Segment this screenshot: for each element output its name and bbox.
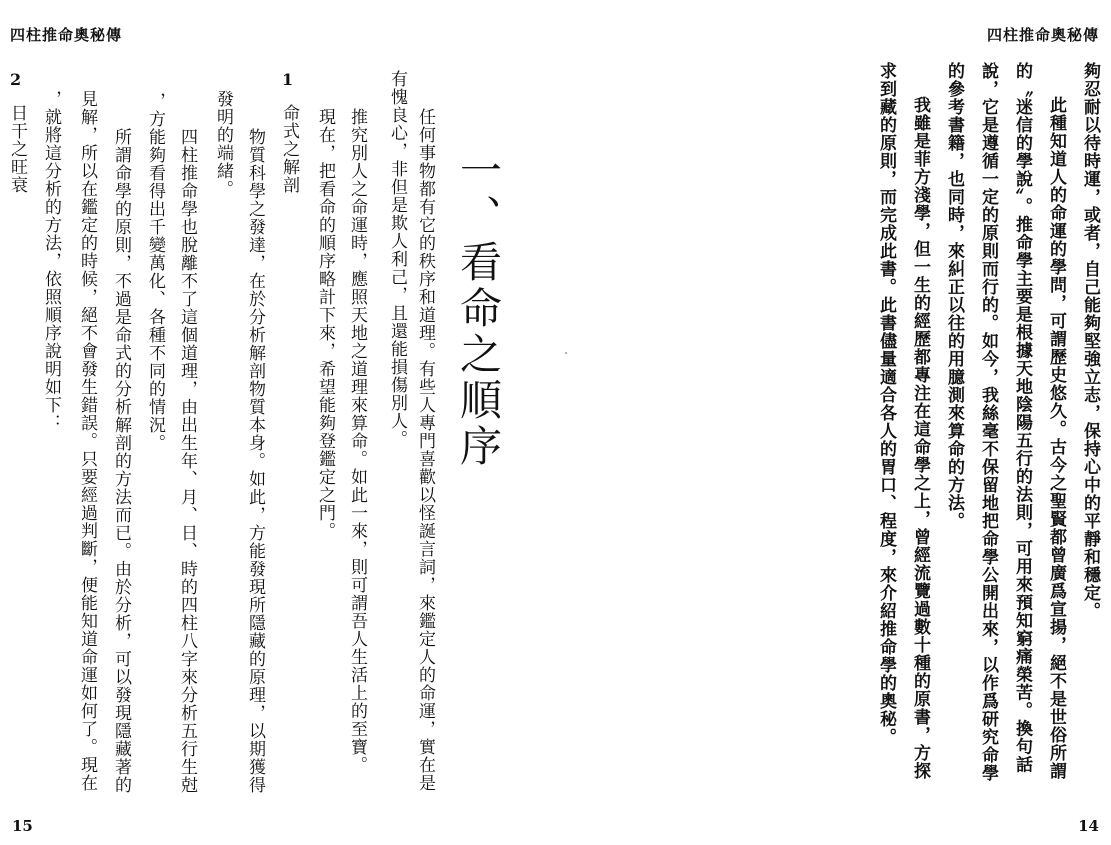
page-number-left: 15 (12, 817, 33, 835)
section-number: 1 (282, 70, 294, 89)
paragraph-line: 我雖是菲方淺學，但一生的經歷都專注在這命學之上，曾經流覽過數十種的原書，方探 (910, 96, 930, 780)
paragraph-line: 現在，把看命的順序略計下來，希望能夠登鑑定之門。 (315, 108, 335, 540)
section-line: 物質科學之發達，在於分析解剖物質本身。如此，方能發現所隱藏的原理，以期獲得 (245, 128, 265, 794)
paragraph-line: 推究別人之命運時，應照天地之道理來算命。如此一來，則可謂吾人生活上的至寶。 (347, 108, 367, 774)
paragraph-line: 說，它是遵循一定的原則而行的。如今，我絲毫不保留地把命學公開出來，以作爲研究命學 (978, 62, 998, 782)
section-heading: 命式之解剖 (279, 104, 299, 194)
paragraph-line: 的參考書籍，也同時，來糾正以往的用臆測來算命的方法。 (944, 62, 964, 530)
section-line: 所謂命學的原則，不過是命式的分析解剖的方法而已。由於分析，可以發現隱藏著的 (111, 128, 131, 794)
paragraph-line: 的〝迷信的學說〞。推命學主要是根據天地陰陽五行的法則，可用來預知窮痛榮苦。換句話 (1012, 62, 1032, 774)
paragraph-line: 任何事物都有它的秩序和道理。有些人專門喜歡以怪誕言詞，來鑑定人的命運，實在是 (415, 108, 435, 792)
right-page (555, 0, 1111, 845)
section-line: ，方能夠看得出千變萬化、各種不同的情況。 (145, 92, 165, 452)
section-heading: 日干之旺衰 (7, 104, 27, 194)
page-number-right: 14 (1078, 817, 1099, 835)
running-header-left: 四柱推命奧秘傳 (10, 26, 123, 44)
section-line: 發明的端緒。 (213, 90, 233, 198)
paragraph-line: 此種知道人的命運的學問，可謂歷史悠久。古今之聖賢都曾廣爲宣揚，絕不是世俗所謂 (1046, 96, 1066, 780)
chapter-title: 一、看命之順序 (454, 148, 503, 470)
running-header-right: 四柱推命奧秘傳 (986, 26, 1099, 44)
section-number: 2 (10, 70, 22, 89)
paragraph-line: 夠忍耐以待時運，或者，自己能夠堅強立志，保持心中的平靜和穩定。 (1080, 62, 1100, 620)
section-line: 見解，所以在鑑定的時候，絕不會發生錯誤。只要經過判斷，便能知道命運如何了。現在 (77, 90, 97, 792)
left-page (0, 0, 555, 845)
paragraph-line: 有愧良心，非但是欺人利己，且還能損傷別人。 (387, 70, 407, 448)
paragraph-line: 求到藏的原則，而完成此書。此書儘量適合各人的胃口、程度，來介紹推命學的奧秘。 (876, 62, 896, 746)
section-line: ，就將這分析的方法，依照順序說明如下： (41, 90, 61, 432)
section-line: 四柱推命學也脫離不了這個道理，由出生年、月、日、時的四柱八字來分析五行生尅 (177, 128, 197, 794)
